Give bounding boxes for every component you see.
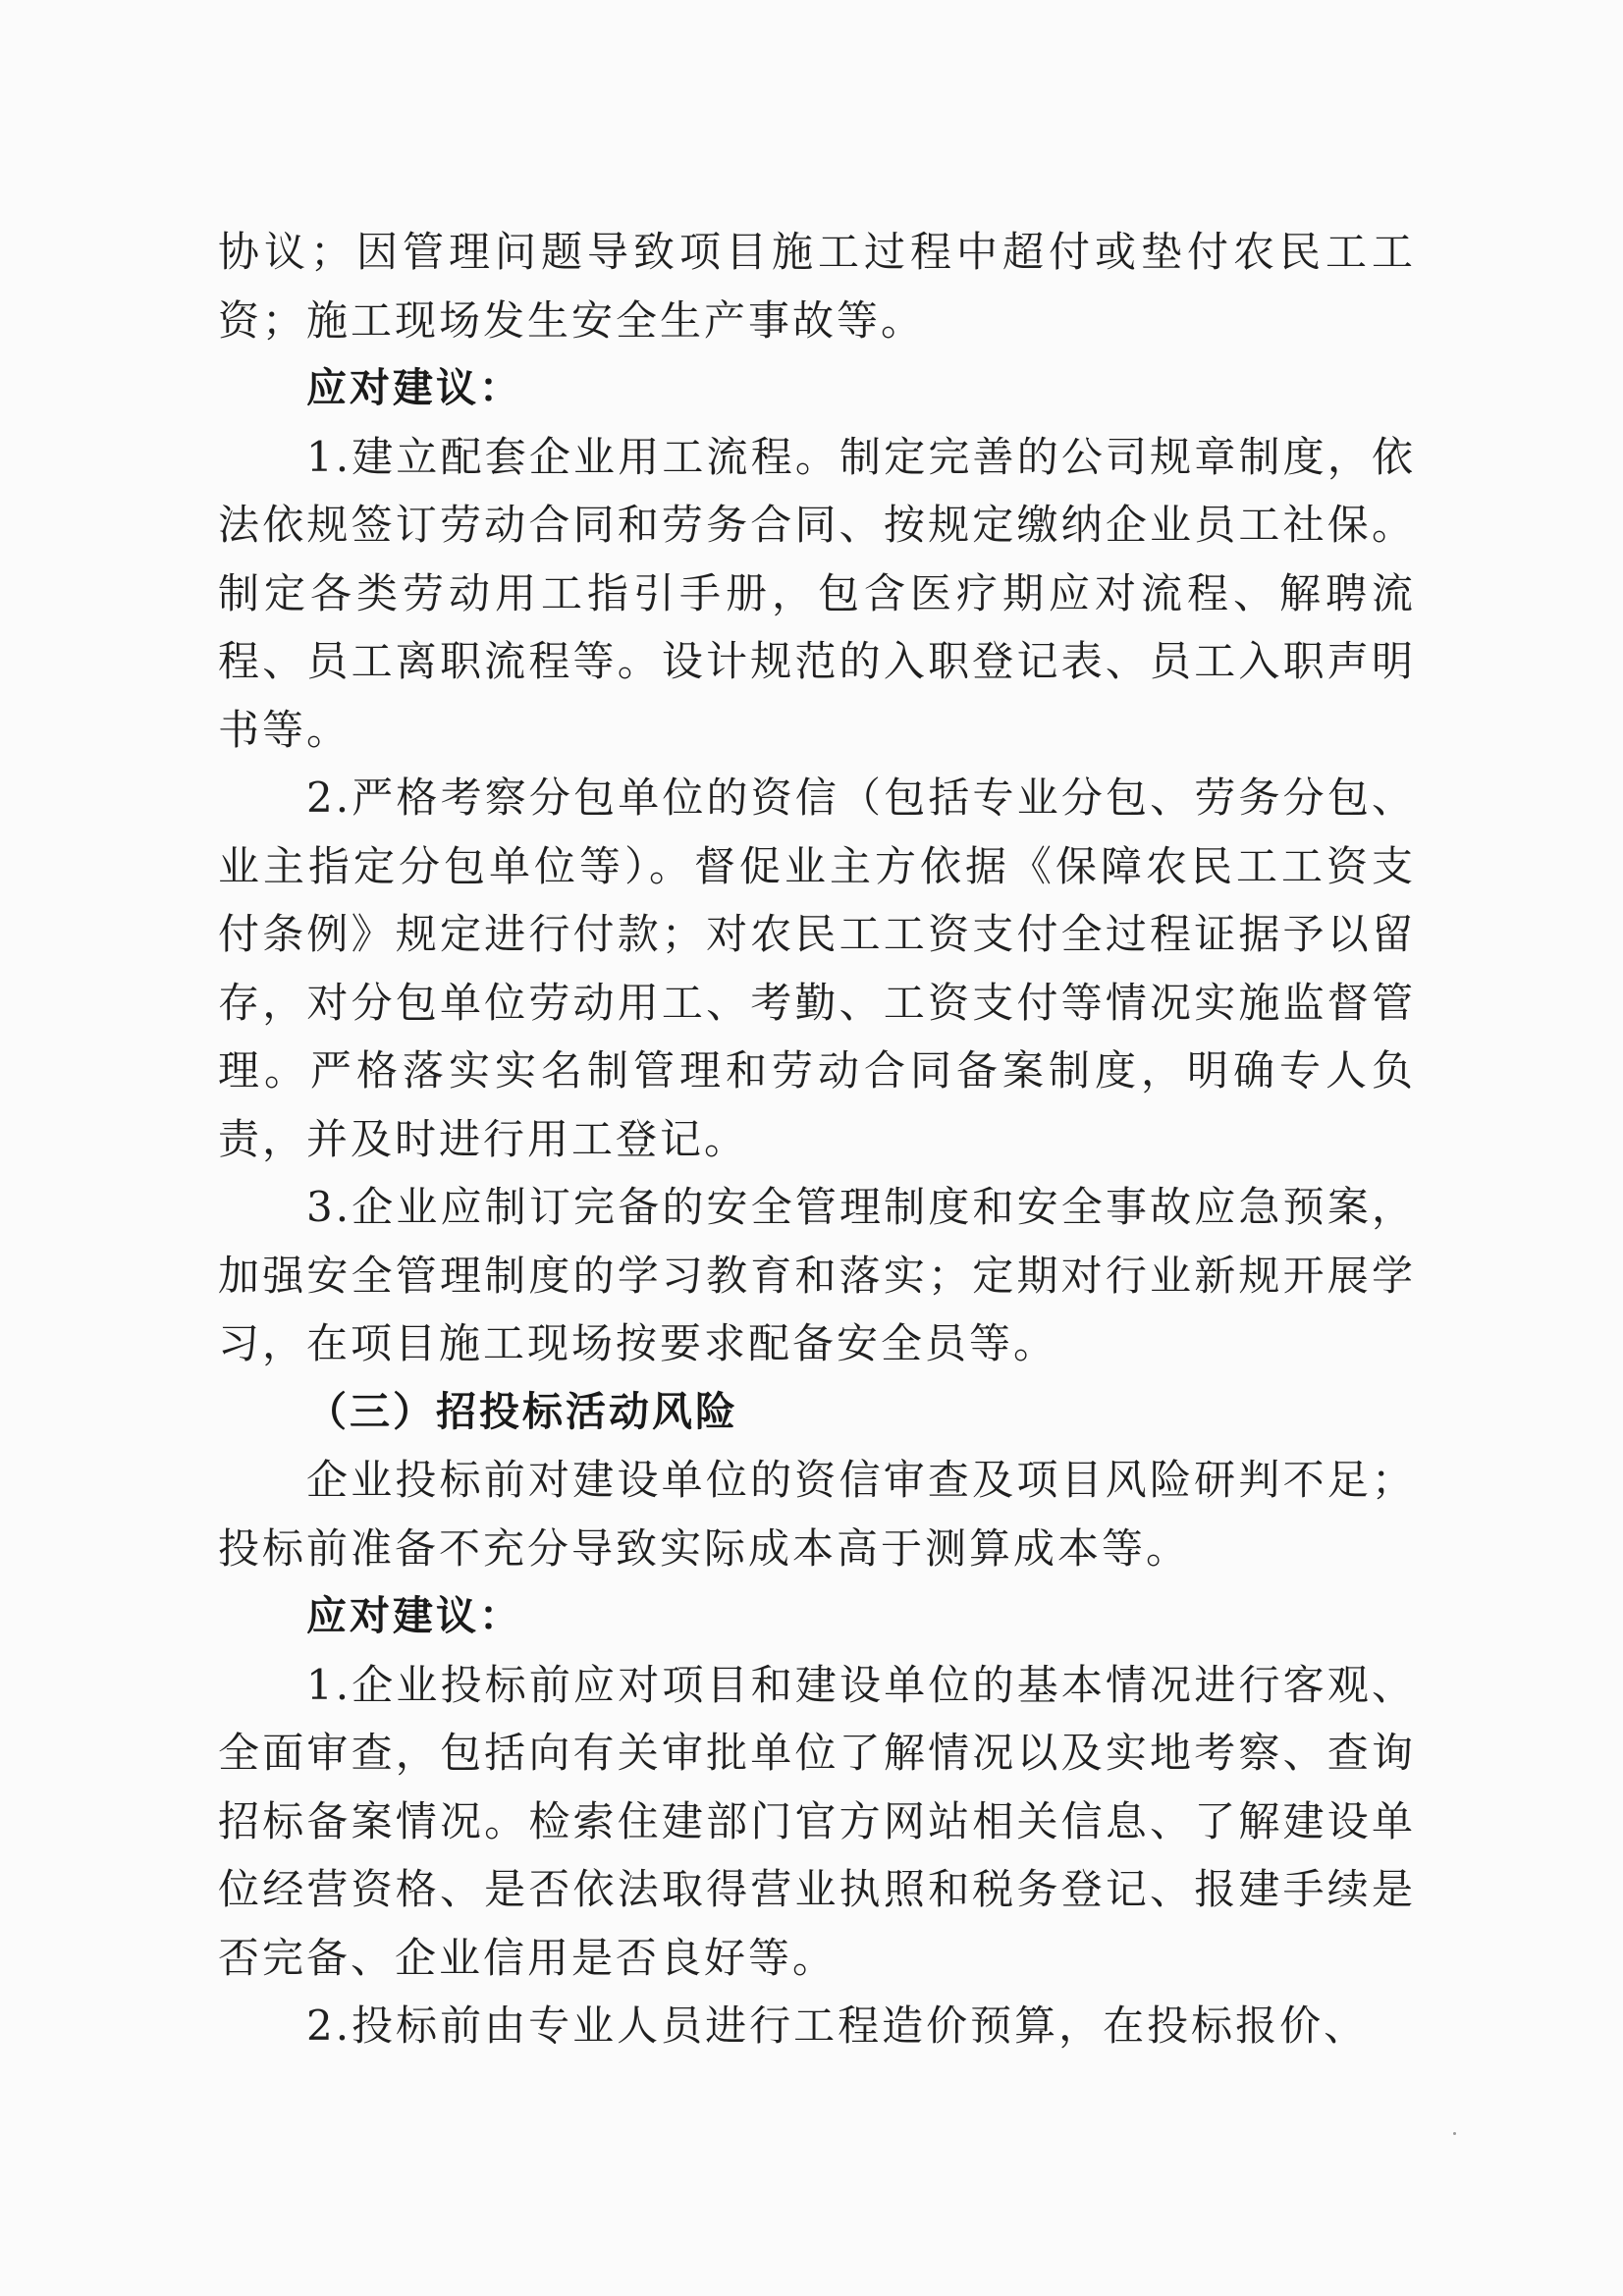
paragraph-bidding-suggestion-2: 2.投标前由专业人员进行工程造价预算，在投标报价、 [306, 2002, 1369, 2050]
paragraph-suggestion-1: 1.建立配套企业用工流程。制定完善的公司规章制度，依法依规签订劳动合同和劳务合同、按规定缴纳企业员工社保。制定各类劳动用工指引手册，包含医疗期应对流程、解聘流程、员工离职流程等。设计规范的入职登记表、员工入职声明书等。 [218, 432, 1416, 754]
document-body [218, 218, 1416, 2060]
scan-speck [1453, 2132, 1456, 2135]
paragraph-bidding-risk: 企业投标前对建设单位的资信审查及项目风险研判不足；投标前准备不充分导致实际成本高于测算成本等。 [218, 1456, 1416, 1573]
section-heading-suggestions: 应对建议： [306, 364, 522, 411]
paragraph-suggestion-2: 2.严格考察分包单位的资信（包括专业分包、劳务分包、业主指定分包单位等）。督促业主方依据《保障农民工工资支付条例》规定进行付款；对农民工工资支付全过程证据予以留存，对分包单位劳动用工、考勤、工资支付等情况实施监督管理。严格落实实名制管理和劳动合同备案制度，明确专人负责，并及时进行用工登记。 [218, 774, 1416, 1163]
paragraph-bidding-suggestion-1: 1.企业投标前应对项目和建设单位的基本情况进行客观、全面审查，包括向有关审批单位了解情况以及实地考察、查询招标备案情况。检索住建部门官方网站相关信息、了解建设单位经营资格、是否依法取得营业执照和税务登记、报建手续是否完备、企业信用是否良好等。 [218, 1660, 1416, 1982]
paragraph-continuation: 协议；因管理问题导致项目施工过程中超付或垫付农民工工资；施工现场发生安全生产事故等。 [218, 228, 1416, 345]
paragraph-suggestion-3: 3.企业应制订完备的安全管理制度和安全事故应急预案，加强安全管理制度的学习教育和落实；定期对行业新规开展学习，在项目施工现场按要求配备安全员等。 [218, 1183, 1416, 1367]
section-heading-suggestions-2: 应对建议： [306, 1592, 522, 1639]
section-subheading-bidding-risk: （三）招投标活动风险 [306, 1387, 738, 1435]
